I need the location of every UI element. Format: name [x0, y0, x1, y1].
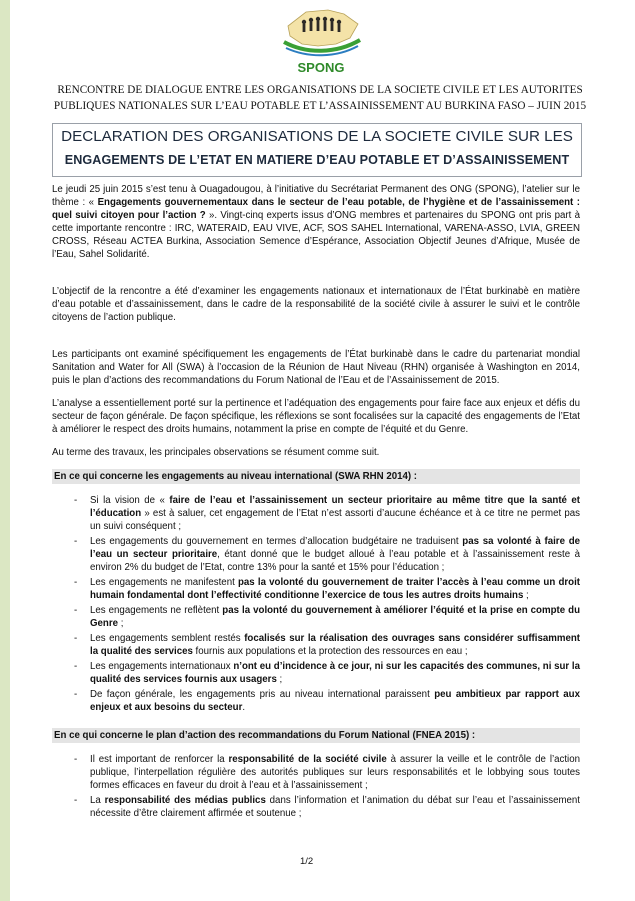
dash-bullet-icon: - — [74, 633, 78, 644]
event-header-line: PUBLIQUES NATIONALES SUR L’EAU POTABLE ET L’ASSAINISSEMENT AU BURKINA FASO – JUIN 2015 — [53, 100, 587, 112]
text-run: Les engagements internationaux — [90, 661, 234, 672]
event-header-line: RENCONTRE DE DIALOGUE ENTRE LES ORGANISATIONS DE LA SOCIETE CIVILE ET LES AUTORITES — [57, 84, 583, 96]
objective-paragraph: L’objectif de la rencontre a été d’examiner les engagements nationaux et internationaux de l’État burkinabè en matière d’eau potable et d’assainissement, dans le cadre de la responsabilité de la société civile à assurer le suivi et le contrôle citoyens de l’action publique. — [52, 286, 580, 323]
text-run: ; — [276, 674, 283, 685]
fnea-recommendations-list — [52, 753, 580, 820]
bullet-item — [52, 535, 580, 574]
bullet-item — [52, 688, 580, 714]
summary-paragraph: Au terme des travaux, les principales observations se résument comme suit. — [52, 447, 380, 458]
text-run-bold: focalisés sur la réalisation des ouvrages sans considérer suffisamment la qualité des services — [90, 633, 580, 657]
page-number: 1/2 — [300, 856, 314, 867]
bullet-item — [52, 576, 580, 602]
dash-bullet-icon: - — [74, 689, 78, 700]
text-run: Le jeudi 25 juin 2015 s’est tenu à Ouagadougou, à l’initiative du Secrétariat Permanent des ONG (SPONG), l’atelier sur le thème : « — [52, 184, 580, 208]
intro-paragraph — [52, 183, 580, 261]
text-run: Les engagements ne manifestent — [90, 577, 238, 588]
dash-bullet-icon: - — [74, 536, 78, 547]
text-run: dans l’information et l’animation du débat sur l’eau et l’assainissement nécessite d’être clairement affirmée et soutenue ; — [90, 795, 580, 819]
text-run: Les engagements du gouvernement en termes d’allocation budgétaire ne traduisent — [90, 536, 463, 547]
event-header — [40, 82, 600, 114]
bullet-item — [52, 660, 580, 686]
text-run-bold: faire de l’eau et l’assainissement un secteur prioritaire au même titre que la santé et l’éducation — [90, 495, 580, 519]
text-run-bold: responsabilité de la société civile — [228, 754, 387, 765]
text-run: ; — [118, 618, 124, 629]
dash-bullet-icon: - — [74, 661, 78, 672]
text-run: fournis aux populations et la protection des ressources en eau ; — [192, 646, 468, 657]
text-run-bold: pas sa volonté à faire de l’eau un secteur prioritaire — [90, 536, 580, 560]
text-run: , étant donné que le budget alloué à l’eau potable et à l’assainissement reste à environ 2% du budget de l’Etat, contre 13% pour la santé et 15% pour l’éducation ; — [90, 549, 580, 573]
dash-bullet-icon: - — [74, 795, 78, 806]
declaration-title-line: ENGAGEMENTS DE L’ETAT EN MATIERE D’EAU POTABLE ET D’ASSAINISSEMENT — [64, 153, 570, 167]
section-heading-international: En ce qui concerne les engagements au niveau international (SWA RHN 2014) : — [52, 469, 580, 484]
dash-bullet-icon: - — [74, 577, 78, 588]
text-run: . — [242, 702, 246, 713]
bullet-item — [52, 632, 580, 658]
text-run-bold: responsabilité des médias publics — [104, 795, 266, 806]
text-run: Il est important de renforcer la — [90, 754, 229, 765]
spong-logo — [266, 4, 376, 78]
bullet-item — [52, 494, 580, 533]
analysis-paragraph: L’analyse a essentiellement porté sur la pertinence et l’adéquation des engagements pour faire face aux enjeux et défis du secteur de façon générale. De façon spécifique, les réflexions se sont focalisées sur la capacité des engagements de l’Etat à améliorer le respect des droits humains, notamment la prise en compte de l’équité et du Genre. — [52, 398, 580, 435]
text-run-bold: Engagements gouvernementaux dans le secteur de l’eau potable, de l’hygiène et de l’assainissement : quel suivi citoyen pour l’action ? — [52, 197, 580, 221]
text-run-bold: peu ambitieux par rapport aux enjeux et aux besoins du secteur — [90, 689, 580, 713]
text-run: à assurer la veille et le contrôle de l’action publique, l’interpellation régulière des autorités publiques sur leurs responsabilités et le lobbying sous toutes formes efficaces en faveur du droit à l’eau et à l’assainissement ; — [90, 754, 580, 791]
text-run: Si la vision de « — [90, 495, 170, 506]
international-commitments-list — [52, 494, 580, 714]
participants-paragraph: Les participants ont examiné spécifiquement les engagements de l’État burkinabè dans le cadre du partenariat mondial Sanitation and Water for All (SWA) à l’occasion de la Réunion de Haut Niveau (RHN) organisée à Washington en 2014, puis le plan d’actions des recommandations du Forum National de l’Eau et de l’Assainissement de 2015. — [52, 349, 580, 386]
svg-text:SPONG: SPONG — [297, 60, 345, 75]
bullet-item — [52, 753, 580, 792]
bullet-item — [52, 794, 580, 820]
document-body — [52, 183, 580, 822]
text-run-bold: n’ont eu d’incidence à ce jour, ni sur les capacités des communes, ni sur la qualité des services fournis aux usagers — [90, 661, 580, 685]
text-run-bold: pas la volonté du gouvernement de traiter l’accès à l’eau comme un droit humain fondamental dont l’effectivité conditionne l’exercice de tous les autres droits humains — [90, 577, 580, 601]
page-side-band — [0, 0, 10, 901]
text-run: Les engagements semblent restés — [90, 633, 245, 644]
text-run: De façon générale, les engagements pris au niveau international paraissent — [90, 689, 435, 700]
text-run: » est à saluer, cet engagement de l’Etat n’est assorti d’aucune échéance et à ce titre ne permet pas un suivi conséquent ; — [90, 508, 580, 532]
section-heading-fnea: En ce qui concerne le plan d’action des recommandations du Forum National (FNEA 2015) : — [52, 728, 580, 743]
text-run-bold: pas la volonté du gouvernement à améliorer l’équité et la prise en compte du Genre — [90, 605, 580, 629]
dash-bullet-icon: - — [74, 605, 78, 616]
declaration-title-box — [52, 123, 582, 177]
dash-bullet-icon: - — [74, 754, 78, 765]
text-run: ; — [523, 590, 529, 601]
text-run: Les engagements ne reflètent — [90, 605, 223, 616]
dash-bullet-icon: - — [74, 495, 78, 506]
text-run: La — [90, 795, 105, 806]
text-run: ». Vingt-cinq experts issus d’ONG membres et partenaires du SPONG ont pris part à cette importante rencontre : IRC, WATERAID, EAU VIVE, ACF, SOS SAHEL International, VARENA-ASSO, LVIA, GREEN CROSS, Réseau ACTEA Burkina, Association Semence d’Espérance, Association Objectif Jeunes d’Afrique, Musée de l’Eau, Sahel Solidarité. — [52, 210, 580, 260]
bullet-item — [52, 604, 580, 630]
declaration-title-line: DECLARATION DES ORGANISATIONS DE LA SOCIETE CIVILE SUR LES — [61, 128, 573, 145]
